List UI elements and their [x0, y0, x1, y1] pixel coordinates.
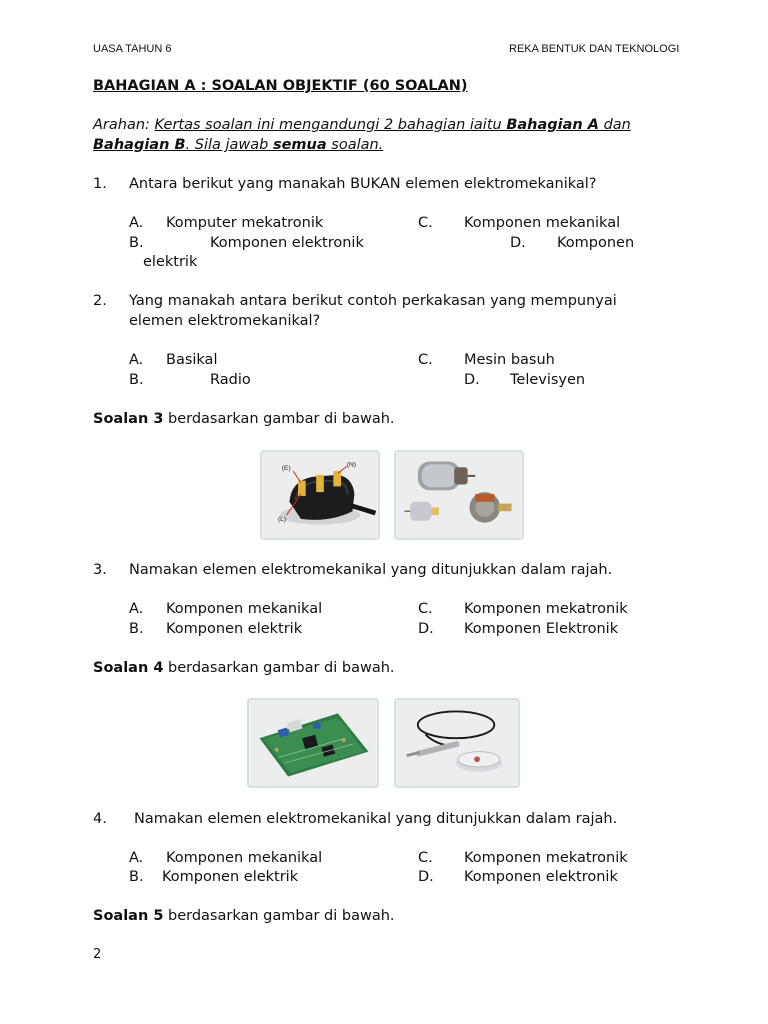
q2-option-d-letter: D.	[464, 372, 480, 388]
question-2-number: 2.	[93, 293, 107, 309]
instruction-part3: . Sila jawab	[185, 137, 273, 153]
instruction-lead: Arahan:	[93, 117, 155, 133]
soalan-3-rest: berdasarkan gambar di bawah.	[163, 411, 395, 427]
q4-option-b-letter: B.	[129, 869, 144, 885]
question-4-number: 4.	[93, 811, 107, 827]
q4-option-c-text: Komponen mekatronik	[464, 850, 628, 866]
q3-option-b-letter: B.	[129, 621, 144, 637]
q3-option-d-text: Komponen Elektronik	[464, 621, 619, 637]
instruction-bold1: Bahagian A	[506, 117, 599, 133]
circuit-board-image	[247, 698, 379, 788]
q3-option-b-text: Komponen elektrik	[166, 621, 303, 637]
q1-option-c-letter: C.	[418, 215, 433, 231]
plug-illustration	[262, 452, 378, 538]
soalan-3-bold: Soalan 3	[93, 411, 164, 427]
soalan-4-reference	[93, 660, 395, 676]
q4-option-a-letter: A.	[129, 850, 144, 866]
circuit-board-illustration	[249, 700, 377, 786]
q3-option-a-text: Komponen mekanikal	[166, 601, 323, 617]
q2-option-c-letter: C.	[418, 352, 433, 368]
q3-option-c-text: Komponen mekatronik	[464, 601, 628, 617]
q1-option-c-text: Komponen mekanikal	[464, 215, 621, 231]
page-number: 2	[93, 947, 102, 962]
q2-option-a-letter: A.	[129, 352, 144, 368]
motors-image	[394, 450, 524, 540]
question-3-text: Namakan elemen elektromekanikal yang ditunjukkan dalam rajah.	[129, 562, 613, 578]
soalan-4-rest: berdasarkan gambar di bawah.	[163, 660, 395, 676]
q4-option-c-letter: C.	[418, 850, 433, 866]
soalan-4-bold: Soalan 4	[93, 660, 164, 676]
question-2-text-line2: elemen elektromekanikal?	[129, 313, 321, 329]
q2-option-c-text: Mesin basuh	[464, 352, 555, 368]
q4-option-a-text: Komponen mekanikal	[166, 850, 323, 866]
sensor-image	[394, 698, 520, 788]
instruction-part2: dan	[598, 117, 631, 133]
question-4-text: Namakan elemen elektromekanikal yang ditunjukkan dalam rajah.	[134, 811, 618, 827]
soalan-5-reference	[93, 908, 395, 924]
instruction-bold3: semua	[272, 137, 327, 153]
q3-option-d-letter: D.	[418, 621, 434, 637]
instruction-part1: Kertas soalan ini mengandungi 2 bahagian iaitu	[154, 117, 507, 133]
q1-option-d-letter: D.	[510, 235, 526, 251]
soalan-5-bold: Soalan 5	[93, 908, 164, 924]
q4-option-d-text: Komponen elektronik	[464, 869, 618, 885]
q4-option-b-text: Komponen elektrik	[162, 869, 299, 885]
q1-option-a-text: Komputer mekatronik	[166, 215, 324, 231]
q1-option-a-letter: A.	[129, 215, 144, 231]
question-3-number: 3.	[93, 562, 107, 578]
plug-image	[260, 450, 380, 540]
motors-illustration	[396, 452, 522, 538]
section-title: BAHAGIAN A : SOALAN OBJEKTIF (60 SOALAN)	[93, 78, 468, 94]
instruction-line-1	[93, 117, 631, 133]
header-right: REKA BENTUK DAN TEKNOLOGI	[509, 43, 680, 55]
q1-option-d-text-wrap: elektrik	[143, 254, 198, 270]
q1-option-b-text: Komponen elektronik	[210, 235, 364, 251]
q3-option-a-letter: A.	[129, 601, 144, 617]
question-2-text-line1: Yang manakah antara berikut contoh perkakasan yang mempunyai	[129, 293, 617, 309]
question-1-number: 1.	[93, 176, 107, 192]
instruction-part4: soalan.	[326, 137, 384, 153]
q2-option-b-letter: B.	[129, 372, 144, 388]
instruction-line-2	[93, 137, 383, 153]
q3-option-c-letter: C.	[418, 601, 433, 617]
instruction-bold2: Bahagian B	[93, 137, 186, 153]
q1-option-b-letter: B.	[129, 235, 144, 251]
q4-option-d-letter: D.	[418, 869, 434, 885]
q2-option-b-text: Radio	[210, 372, 251, 388]
q2-option-d-text: Televisyen	[510, 372, 586, 388]
q2-option-a-text: Basikal	[166, 352, 218, 368]
sensor-illustration	[396, 700, 518, 786]
plug-label-live: (L)	[277, 515, 287, 523]
plug-label-neutral: (N)	[346, 461, 357, 469]
soalan-3-reference	[93, 411, 395, 427]
q1-option-d-text: Komponen	[557, 235, 635, 251]
soalan-5-rest: berdasarkan gambar di bawah.	[163, 908, 395, 924]
header-left: UASA TAHUN 6	[93, 43, 172, 55]
question-1-text: Antara berikut yang manakah BUKAN elemen elektromekanikal?	[129, 176, 597, 192]
plug-label-earth: (E)	[281, 465, 291, 473]
